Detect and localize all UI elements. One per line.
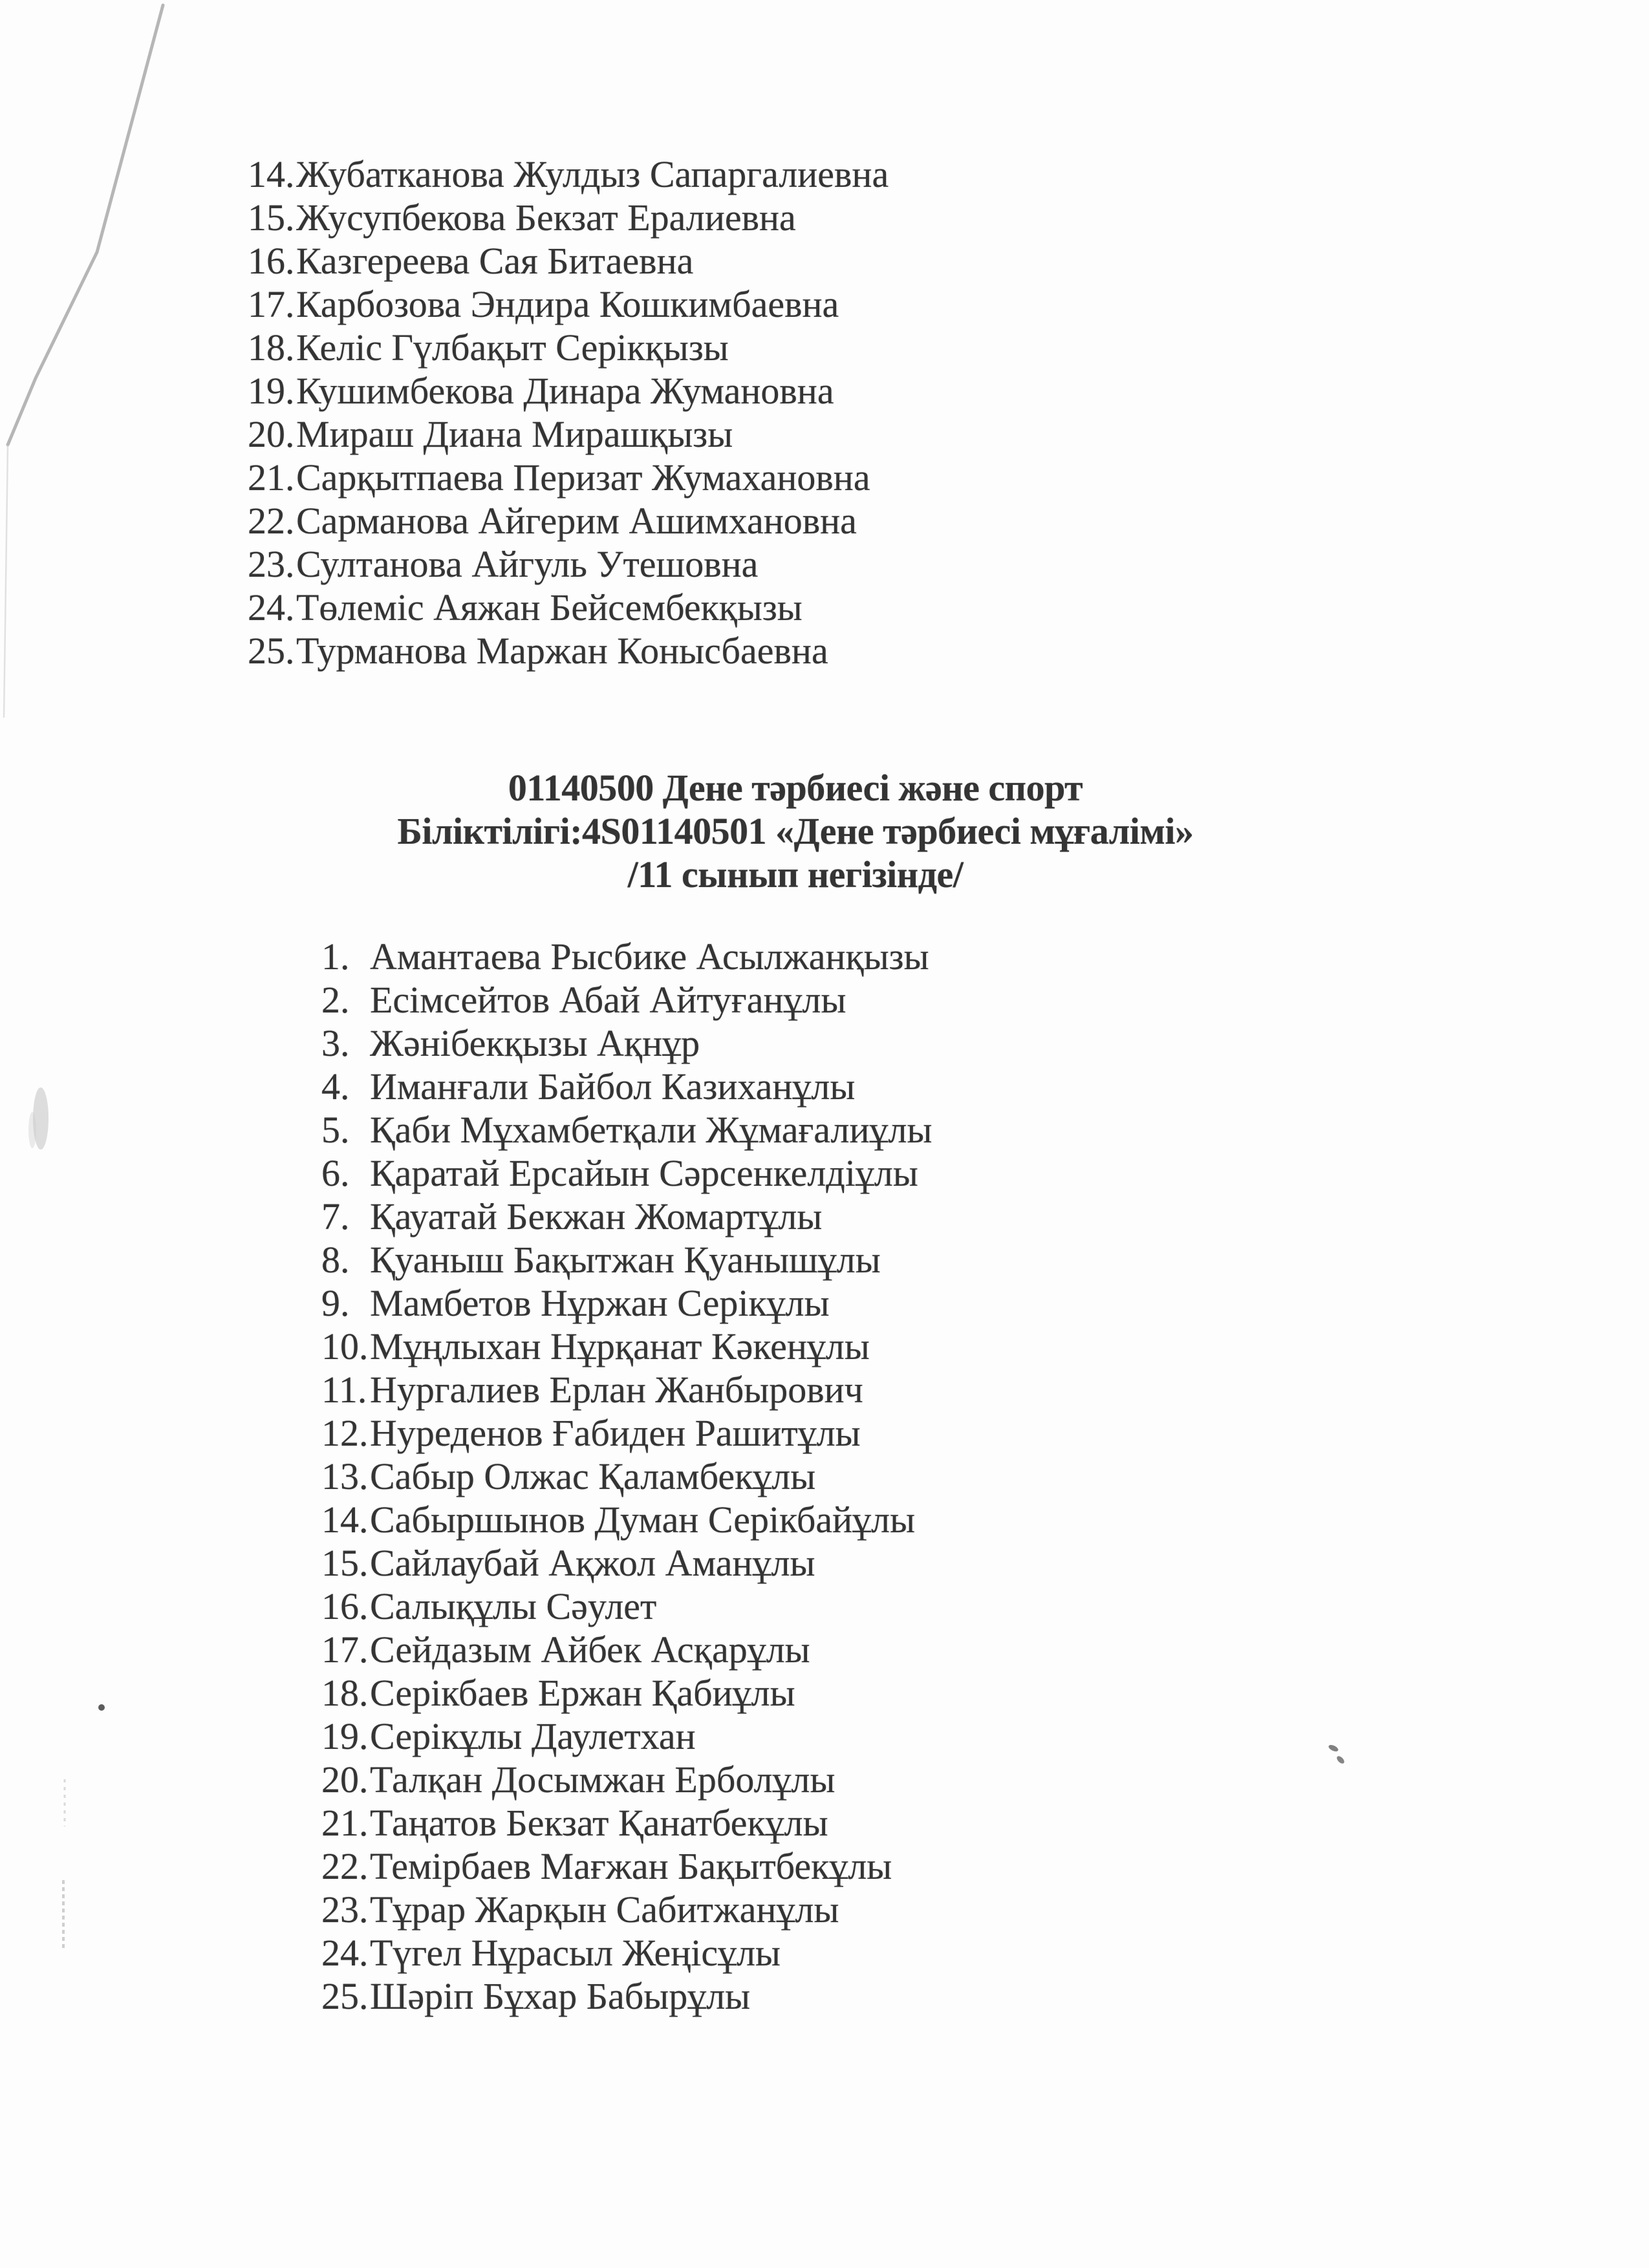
person-name: Жубатканова Жулдыз Сапаргалиевна: [296, 153, 889, 195]
list-item: [321, 1498, 932, 1541]
item-number: 22.: [248, 500, 295, 542]
list-item: [248, 239, 889, 283]
item-number: 19.: [248, 370, 295, 412]
person-name: Серікұлы Даулетхан: [370, 1715, 696, 1757]
list-item: [321, 978, 932, 1022]
list-item: [321, 1974, 932, 2018]
list-item: [248, 499, 889, 542]
list-item: [248, 586, 889, 629]
list-item: [321, 1108, 932, 1151]
person-name: Қауатай Бекжан Жомартұлы: [370, 1195, 823, 1237]
person-name: Жусупбекова Бекзат Ералиевна: [296, 197, 796, 239]
item-number: 9.: [321, 1282, 350, 1324]
list-item: [321, 1368, 932, 1411]
item-number: 2.: [321, 979, 350, 1021]
person-name: Шәріп Бұхар Бабырұлы: [370, 1975, 751, 2017]
item-number: 21.: [321, 1802, 369, 1844]
person-name: Сабыр Олжас Қаламбекұлы: [370, 1455, 816, 1497]
list-item: [248, 456, 889, 499]
item-number: 23.: [248, 543, 295, 585]
person-name: Казгереева Сая Битаевна: [296, 240, 694, 282]
item-number: 3.: [321, 1022, 350, 1064]
list-item: [321, 1022, 932, 1065]
list-previous-qualification: [248, 153, 889, 672]
person-name: Төлеміс Аяжан Бейсембекқызы: [296, 586, 803, 628]
qualification-line: Біліктілігі:4S01140501 «Дене тәрбиесі мұғалімі»: [397, 810, 1194, 852]
list-item: [248, 326, 889, 369]
item-number: 1.: [321, 936, 350, 978]
item-number: 19.: [321, 1715, 369, 1757]
person-name: Амантаева Рысбике Асылжанқызы: [370, 936, 929, 978]
item-number: 14.: [321, 1499, 369, 1541]
list-item: [248, 153, 889, 196]
person-name: Таңатов Бекзат Қанатбекұлы: [370, 1802, 828, 1844]
scan-crease-line: [8, 5, 163, 445]
list-item: [321, 1931, 932, 1974]
item-number: 13.: [321, 1455, 369, 1497]
person-name: Салықұлы Сәулет: [370, 1585, 657, 1627]
person-name: Сабыршынов Думан Серікбайұлы: [370, 1499, 916, 1541]
list-item: [321, 1845, 932, 1888]
item-number: 23.: [321, 1888, 369, 1931]
ink-speck-bottom: [1335, 1755, 1346, 1765]
item-number: 20.: [321, 1759, 369, 1801]
item-number: 25.: [321, 1975, 369, 2017]
person-name: Қаратай Ерсайын Сәрсенкелдіұлы: [370, 1152, 918, 1194]
item-number: 18.: [248, 326, 295, 369]
item-number: 4.: [321, 1065, 350, 1107]
person-name: Карбозова Эндира Кошкимбаевна: [296, 283, 839, 325]
item-number: 12.: [321, 1412, 369, 1454]
list-physical-education-group: [321, 935, 932, 2018]
item-number: 11.: [321, 1369, 367, 1411]
item-number: 10.: [321, 1325, 369, 1367]
item-number: 25.: [248, 630, 295, 672]
item-number: 15.: [321, 1542, 369, 1584]
item-number: 24.: [248, 586, 295, 628]
item-number: 5.: [321, 1109, 350, 1151]
list-item: [248, 369, 889, 412]
program-heading: [0, 766, 1591, 896]
person-name: Нуреденов Ғабиден Рашитұлы: [370, 1412, 861, 1454]
person-name: Мұңлыхан Нұрқанат Кәкенұлы: [370, 1325, 870, 1367]
person-name: Мамбетов Нұржан Серікұлы: [370, 1282, 830, 1324]
item-number: 17.: [321, 1629, 369, 1671]
person-name: Иманғали Байбол Казиханұлы: [370, 1065, 856, 1107]
list-item: [321, 1888, 932, 1931]
list-item: [321, 1455, 932, 1498]
program-code-title: 01140500 Дене тәрбиесі және спорт: [508, 767, 1083, 809]
scan-crease-tail: [4, 445, 8, 718]
list-item: [321, 1585, 932, 1628]
person-name: Кушимбекова Динара Жумановна: [296, 370, 834, 412]
item-number: 16.: [248, 240, 295, 282]
ink-speck-top: [1328, 1744, 1339, 1753]
person-name: Келіс Гүлбақыт Серікқызы: [296, 326, 729, 369]
list-item: [321, 1151, 932, 1195]
item-number: 18.: [321, 1672, 369, 1714]
item-number: 21.: [248, 456, 295, 498]
person-name: Султанова Айгуль Утешовна: [296, 543, 759, 585]
person-name: Сейдазым Айбек Асқарұлы: [370, 1629, 810, 1671]
item-number: 16.: [321, 1585, 369, 1627]
item-number: 8.: [321, 1239, 350, 1281]
person-name: Тұрар Жарқын Сабитжанұлы: [370, 1888, 839, 1931]
item-number: 24.: [321, 1932, 369, 1974]
list-item: [321, 1411, 932, 1455]
list-item: [248, 283, 889, 326]
list-item: [321, 1541, 932, 1585]
person-name: Талқан Досымжан Ерболұлы: [370, 1759, 835, 1801]
person-name: Қаби Мұхамбетқали Жұмағалиұлы: [370, 1109, 932, 1151]
item-number: 6.: [321, 1152, 350, 1194]
person-name: Қуаныш Бақытжан Қуанышұлы: [370, 1239, 881, 1281]
list-item: [248, 629, 889, 672]
item-number: 15.: [248, 197, 295, 239]
list-item: [321, 1065, 932, 1108]
list-item: [321, 1281, 932, 1325]
list-item: [321, 1238, 932, 1281]
person-name: Нургалиев Ерлан Жанбырович: [370, 1369, 863, 1411]
list-item: [321, 1671, 932, 1715]
item-number: 7.: [321, 1195, 350, 1237]
person-name: Түгел Нұрасыл Жеңісұлы: [370, 1932, 781, 1974]
person-name: Сарманова Айгерим Ашимхановна: [296, 500, 857, 542]
list-item: [321, 1715, 932, 1758]
item-number: 14.: [248, 153, 295, 195]
person-name: Темірбаев Мағжан Бақытбекұлы: [370, 1845, 892, 1887]
person-name: Мираш Диана Мирашқызы: [296, 413, 733, 455]
list-item: [321, 1628, 932, 1671]
item-number: 22.: [321, 1845, 369, 1887]
grade-basis-line: /11 сынып негізінде/: [627, 853, 964, 895]
person-name: Сайлаубай Ақжол Аманұлы: [370, 1542, 815, 1584]
person-name: Есімсейтов Абай Айтуғанұлы: [370, 979, 846, 1021]
item-number: 17.: [248, 283, 295, 325]
item-number: 20.: [248, 413, 295, 455]
list-item: [321, 935, 932, 978]
list-item: [248, 196, 889, 239]
person-name: Сарқытпаева Перизат Жумахановна: [296, 456, 870, 498]
person-name: Серікбаев Ержан Қабиұлы: [370, 1672, 795, 1714]
scan-smudge-small: [28, 1112, 36, 1148]
list-item: [321, 1801, 932, 1845]
list-item: [248, 412, 889, 456]
scan-smudge: [33, 1087, 48, 1150]
ink-dot: [98, 1704, 105, 1711]
list-item: [321, 1758, 932, 1801]
list-item: [321, 1325, 932, 1368]
list-item: [321, 1195, 932, 1238]
person-name: Турманова Маржан Конысбаевна: [296, 630, 828, 672]
person-name: Жәнібекқызы Ақнұр: [370, 1022, 700, 1064]
list-item: [248, 542, 889, 586]
